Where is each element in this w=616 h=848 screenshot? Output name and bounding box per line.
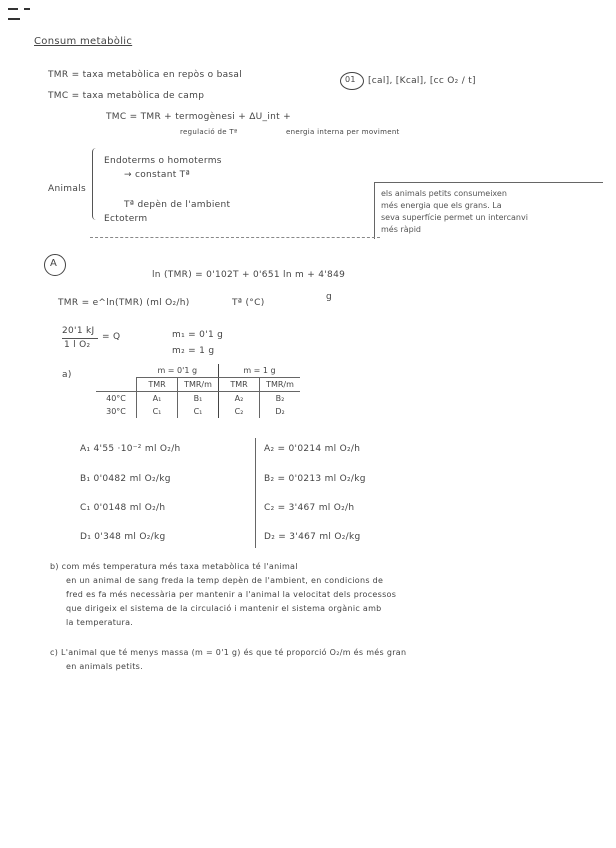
part-b-line-3: fred es fa més necessària per mantenir a l'animal la velocitat dels processos xyxy=(66,590,397,599)
part-a-label: a) xyxy=(62,370,72,380)
result-a1: A₁ 4'55 ·10⁻² ml O₂/h xyxy=(80,444,181,454)
result-b1: B₁ 0'0482 ml O₂/kg xyxy=(80,474,171,484)
eq-tmr-exp: TMR = e^ln(TMR) (ml O₂/h) xyxy=(58,298,190,308)
part-b-line-5: la temperatura. xyxy=(66,618,134,627)
eq-grams: g xyxy=(326,292,333,302)
result-d2: D₂ = 3'467 ml O₂/kg xyxy=(264,532,361,542)
result-c1: C₁ 0'0148 ml O₂/h xyxy=(80,503,166,513)
table-head-m2: m = 1 g xyxy=(219,364,301,378)
animals-brace xyxy=(92,148,99,220)
mark-3 xyxy=(8,18,20,20)
ratio-line xyxy=(62,338,98,339)
table-header-mass xyxy=(96,364,300,378)
exercise-number: A xyxy=(50,258,58,269)
table-cell: D₂ xyxy=(260,405,301,418)
table-row xyxy=(96,392,300,406)
animals-endotherms: Endoterms o homoterms xyxy=(104,156,222,166)
mass-1: m₁ = 0'1 g xyxy=(172,330,224,340)
table-row xyxy=(96,405,300,418)
animals-depends: Tª depèn de l'ambient xyxy=(124,200,231,210)
page-title: Consum metabòlic xyxy=(34,36,133,47)
note-line-2: més energia que els grans. La xyxy=(381,201,502,210)
col-tmrm-1: TMR/m xyxy=(178,378,219,392)
animals-ectotherm: Ectoterm xyxy=(104,214,148,224)
def-tmr: TMR = taxa metabòlica en repòs o basal xyxy=(48,70,243,80)
part-c-line-2: en animals petits. xyxy=(66,662,143,671)
results-separator xyxy=(255,438,256,548)
ratio-top: 20'1 kJ xyxy=(62,326,95,336)
result-d1: D₁ 0'348 ml O₂/kg xyxy=(80,532,166,542)
row-label: 30°C xyxy=(106,407,126,416)
part-b-line-2: en un animal de sang freda la temp depèn de l'ambient, en condicions de xyxy=(66,576,384,585)
table-cell: C₂ xyxy=(219,405,260,418)
table-cell: C₁ xyxy=(137,405,178,418)
table-cell: A₂ xyxy=(219,392,260,406)
result-c2: C₂ = 3'467 ml O₂/h xyxy=(264,503,355,513)
note-line-4: més ràpid xyxy=(381,225,421,234)
row-label: 40°C xyxy=(106,394,126,403)
part-b-line-1: b) com més temperatura més taxa metabòlica té l'animal xyxy=(50,562,298,571)
table-cell: B₁ xyxy=(178,392,219,406)
col-tmr-1: TMR xyxy=(137,378,178,392)
note-line-1: els animals petits consumeixen xyxy=(381,189,507,198)
eq-ln-tmr: ln (TMR) = 0'102T + 0'651 ln m + 4'849 xyxy=(152,270,346,280)
mark-1 xyxy=(8,8,18,10)
mark-2 xyxy=(24,8,30,10)
note-internal-energy: energia interna per moviment xyxy=(286,128,400,136)
table-cell: C₁ xyxy=(178,405,219,418)
col-tmr-2: TMR xyxy=(219,378,260,392)
animals-constant: → constant Tª xyxy=(124,170,191,180)
ratio-eq: = Q xyxy=(102,332,121,342)
part-b-line-4: que dirigeix el sistema de la circulació i mantenir el sistema orgànic amb xyxy=(66,604,382,613)
table-cell: A₁ xyxy=(137,392,178,406)
note-line-3: seva superfície permet un intercanvi xyxy=(381,213,528,222)
units-brackets: [cal], [Kcal], [cc O₂ / t] xyxy=(368,76,476,86)
mass-2: m₂ = 1 g xyxy=(172,346,215,356)
note-regulation: regulació de Tª xyxy=(180,128,238,136)
def-tmc: TMC = taxa metabòlica de camp xyxy=(48,91,205,101)
note-box xyxy=(374,182,603,239)
table-head-m1: m = 0'1 g xyxy=(137,364,219,378)
eq-temperature: Tª (°C) xyxy=(232,298,265,308)
result-b2: B₂ = 0'0213 ml O₂/kg xyxy=(264,474,366,484)
part-c-line-1: c) L'animal que té menys massa (m = 0'1 g) és que té proporció O₂/m és més gran xyxy=(50,648,407,657)
table-header-cols xyxy=(96,378,300,392)
table-cell: B₂ xyxy=(260,392,301,406)
dashed-separator xyxy=(90,237,380,238)
ratio-bottom: 1 l O₂ xyxy=(64,340,91,350)
tmr-table xyxy=(96,364,300,418)
result-a2: A₂ = 0'0214 ml O₂/h xyxy=(264,444,361,454)
col-tmrm-2: TMR/m xyxy=(260,378,301,392)
circled-number-text: 01 xyxy=(345,75,356,84)
animals-label: Animals xyxy=(48,184,86,194)
tmc-equation: TMC = TMR + termogènesi + ΔU_int + xyxy=(106,112,291,122)
